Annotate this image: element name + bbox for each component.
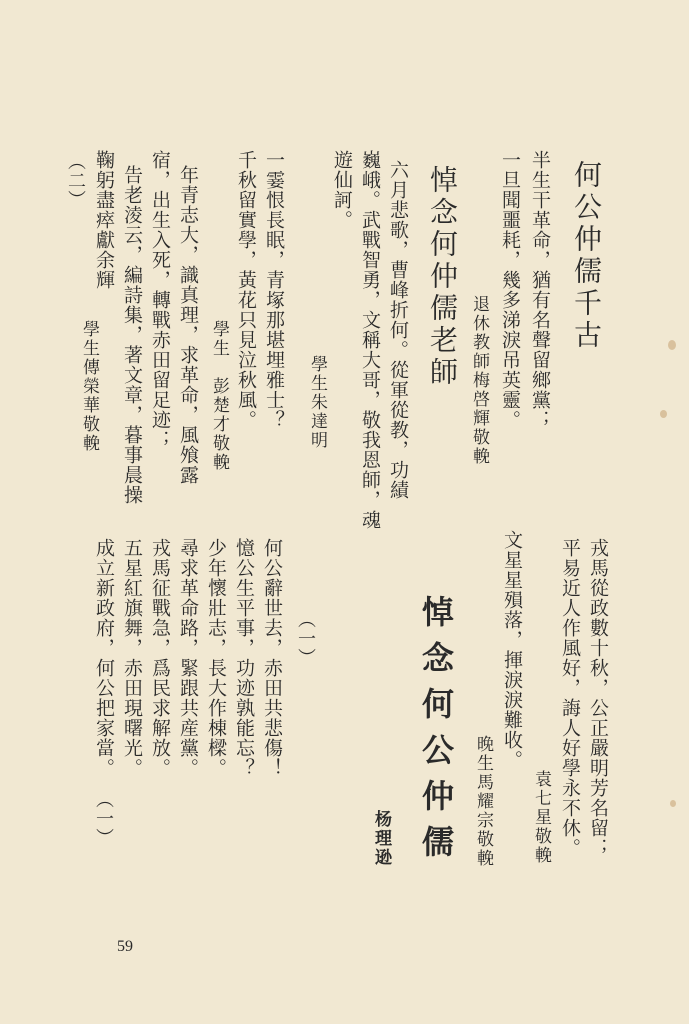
upper-title-b: 悼念何仲儒老師	[426, 165, 459, 389]
lower-title: 悼念何公仲儒	[417, 595, 455, 871]
poem6-line: 文星星殞落，揮淚淚難收。	[501, 530, 523, 770]
poem7-line-6: 五星紅旗舞，赤田現曙光。	[121, 538, 143, 778]
poem4-line-4: 鞠躬盡瘁獻余輝	[93, 150, 115, 290]
lower-author: 杨理逊	[371, 810, 391, 867]
poem3-line-1: 一霎恨長眠，青塚那堪埋雅士？	[263, 150, 285, 430]
upper-title: 何公仲儒千古	[570, 160, 603, 352]
poem4-line-3: 告老淩云，編詩集，著文章，暮事晨操	[121, 145, 143, 505]
poem7-line-3: 少年懷壯志，長大作棟樑。	[205, 538, 227, 778]
poem4-line-1: 年青志大，識真理，求革命，風飧露	[177, 145, 199, 485]
paper-stain	[660, 410, 667, 418]
poem5-line-1: 戎馬從政數十秋，公正嚴明芳名留；	[587, 538, 609, 858]
section-divider	[60, 512, 630, 513]
poem7-line-2: 憶公生平事，功迹孰能忘？	[233, 538, 255, 778]
poem1-signature: 退休教師梅啓輝敬輓	[469, 295, 489, 466]
paper-stain	[670, 800, 676, 807]
poem5-signature: 袁七星敬輓	[531, 770, 551, 865]
poem7-line-7: 成立新政府，何公把家當。	[93, 538, 115, 778]
poem3-signature: 學生 彭楚才敬輓	[209, 320, 229, 472]
poem3-line-2: 千秋留實學，黃花只見泣秋風。	[235, 150, 257, 430]
poem4-line-2: 宿，出生入死，轉戰赤田留足迹；	[149, 150, 171, 450]
poem2-line-2: 巍峨。武戰智勇，文稱大哥，敬我恩師，魂	[359, 150, 381, 530]
poem6-signature: 晚生馬耀宗敬輓	[473, 735, 493, 868]
poem7-line-1: 何公辭世去，赤田共悲傷！	[261, 538, 283, 778]
poem2-line-1: 六月悲歌，曹峰折何。從軍從教，功績	[387, 160, 409, 500]
paper-stain	[668, 340, 676, 350]
poem1-line-2: 一旦聞噩耗，幾多涕淚吊英靈。	[499, 150, 521, 430]
page-number: 59	[117, 938, 133, 955]
poem1-line-1: 半生干革命，猶有名聲留鄉黨；	[529, 150, 551, 430]
poem5-line-2: 平易近人作風好，誨人好學永不休。	[559, 538, 581, 858]
poem4-number: （二）	[65, 152, 86, 209]
poem4-signature: 學生傳榮華敬輓	[79, 320, 99, 453]
poem7-number-top: （一）	[295, 610, 316, 667]
poem2-signature: 學生朱達明	[307, 355, 327, 450]
poem7-line-5: 戎馬征戰急，爲民求解放。	[149, 538, 171, 778]
poem2-line-3: 遊仙訶。	[331, 150, 353, 230]
poem7-line-4: 尋求革命路，緊跟共産黨。	[177, 538, 199, 778]
poem7-number-end: （一）	[93, 790, 114, 847]
